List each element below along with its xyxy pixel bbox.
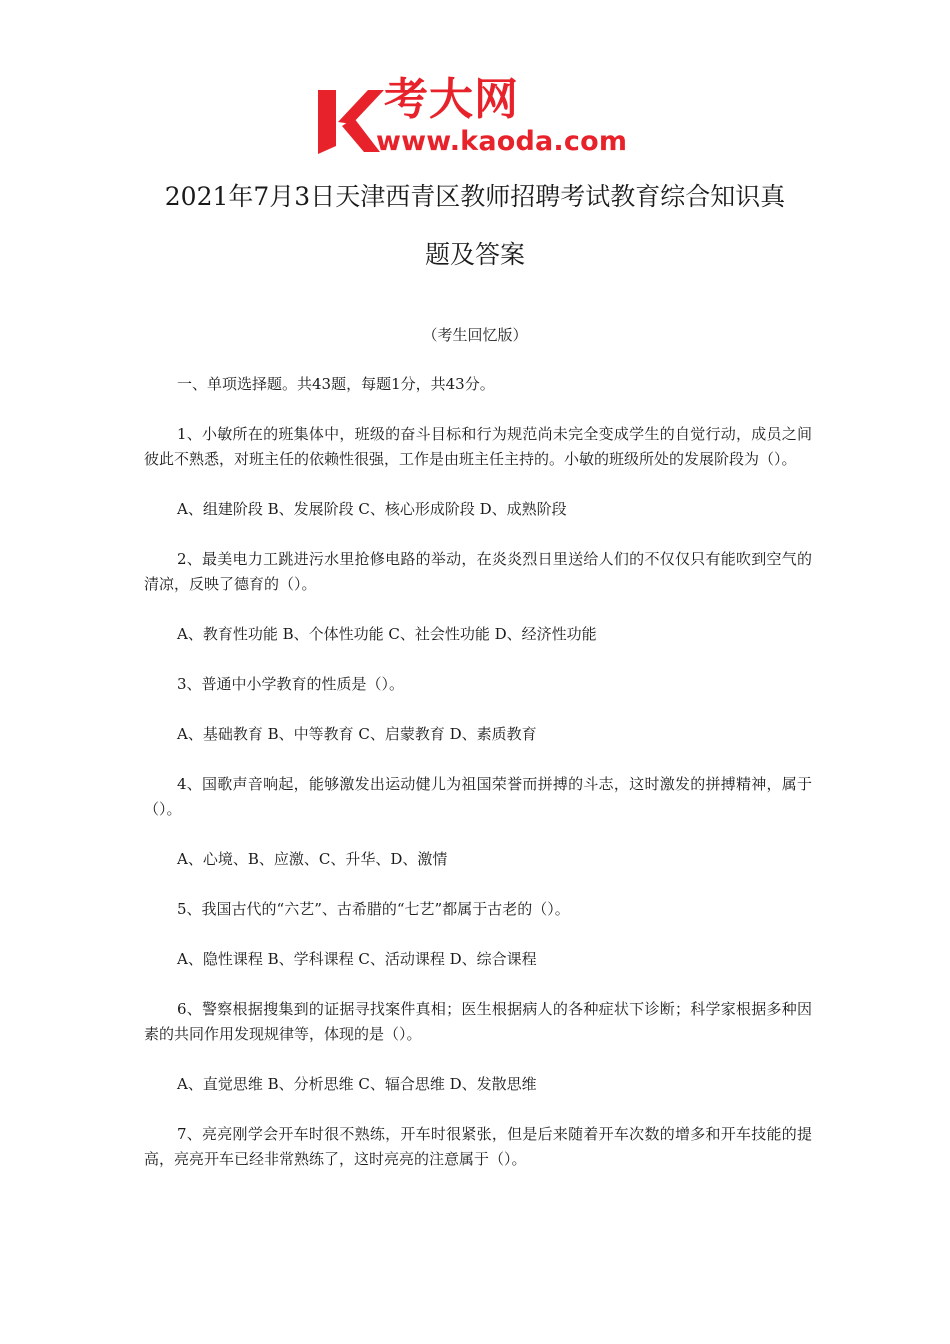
- question-options: A、基础教育 B、中等教育 C、启蒙教育 D、素质教育: [177, 725, 537, 743]
- question-stem: 6、警察根据搜集到的证据寻找案件真相；医生根据病人的各种症状下诊断；科学家根据多种因素的共同作用发现规律等，体现的是（）。: [144, 1000, 812, 1043]
- question-stem: 5、我国古代的“六艺”、古希腊的“七艺”都属于古老的（）。: [177, 900, 570, 918]
- document-subtitle: （考生回忆版）: [422, 326, 528, 344]
- kaoda-logo[interactable]: [318, 74, 638, 158]
- question-options: A、直觉思维 B、分析思维 C、辐合思维 D、发散思维: [177, 1075, 537, 1093]
- question-stem: 7、亮亮刚学会开车时很不熟练，开车时很紧张，但是后来随着开车次数的增多和开车技能的提高，亮亮开车已经非常熟练了，这时亮亮的注意属于（）。: [144, 1125, 812, 1168]
- section-header: 一、单项选择题。共43题，每题1分，共43分。: [177, 375, 495, 393]
- question-stem: 4、国歌声音响起，能够激发出运动健儿为祖国荣誉而拼搏的斗志，这时激发的拼搏精神，属于（）。: [144, 775, 812, 818]
- question-stem: 3、普通中小学教育的性质是（）。: [177, 675, 405, 693]
- title-line-2: 题及答案: [424, 240, 525, 269]
- question-options: A、隐性课程 B、学科课程 C、活动课程 D、综合课程: [177, 950, 537, 968]
- question-stem: 2、最美电力工跳进污水里抢修电路的举动，在炎炎烈日里送给人们的不仅仅只有能吹到空气的清凉，反映了德育的（）。: [144, 550, 812, 593]
- question-stem: 1、小敏所在的班集体中，班级的奋斗目标和行为规范尚未完全变成学生的自觉行动，成员之间彼此不熟悉，对班主任的依赖性很强，工作是由班主任主持的。小敏的班级所处的发展阶段为（）。: [144, 425, 812, 468]
- question-options: A、组建阶段 B、发展阶段 C、核心形成阶段 D、成熟阶段: [177, 500, 567, 518]
- question-options: A、心境、B、应激、C、升华、D、激情: [177, 850, 448, 868]
- logo-url-text: www.kaoda.com: [376, 126, 628, 157]
- title-line-1: 2021年7月3日天津西青区教师招聘考试教育综合知识真: [164, 182, 786, 211]
- document-body: [144, 372, 812, 1172]
- question-options: A、教育性功能 B、个体性功能 C、社会性功能 D、经济性功能: [177, 625, 597, 643]
- logo-brand-text: 考大网: [384, 74, 519, 125]
- document-title: [140, 168, 810, 284]
